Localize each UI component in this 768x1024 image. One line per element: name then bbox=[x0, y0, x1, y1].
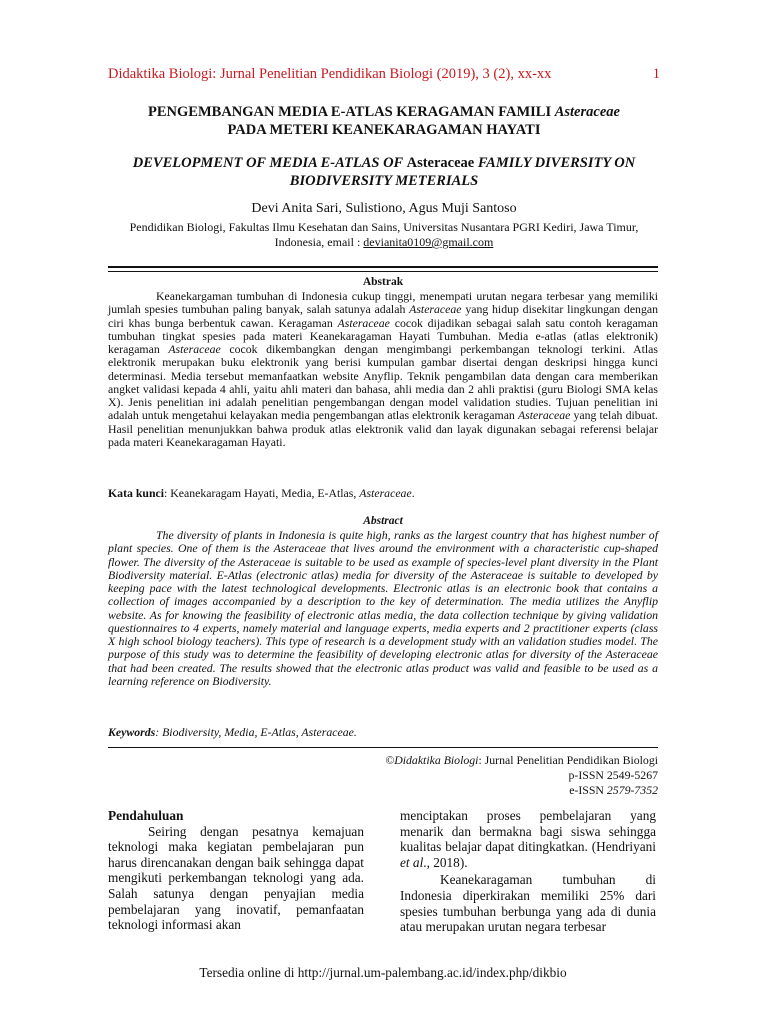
keywords bbox=[108, 725, 658, 740]
affiliation-line2: Indonesia, email : bbox=[274, 235, 364, 249]
running-head bbox=[108, 66, 660, 83]
abstrak-text-1: Keanekargaman tumbuhan di Indonesia cukup tinggi, menempati urutan negara terbesar yang memiliki jumlah spesies tumbuhan paling banyak, salah satunya adalah bbox=[108, 289, 658, 317]
intro-cont-text: menciptakan proses pembelajaran yang menarik dan bermakna bagi siswa sehingga kualitas belajar dapat ditingkatkan. (Hendriyani bbox=[400, 808, 656, 855]
kata-kunci-end: . bbox=[411, 486, 415, 500]
page-number: 1 bbox=[652, 66, 660, 82]
affiliation-line1: Pendidikan Biologi, Fakultas Ilmu Kesehatan dan Sains, Universitas Nusantara PGRI Kediri, Jawa Timur, bbox=[129, 220, 639, 234]
kata-kunci-label: Kata kunci bbox=[108, 486, 165, 500]
p-issn: p-ISSN 2549-5267 bbox=[568, 768, 658, 782]
keywords-text: : Biodiversity, Media, E-Atlas, Asteraceae. bbox=[155, 725, 357, 739]
paper-title-english bbox=[100, 154, 668, 190]
email-link[interactable]: devianita0109@gmail.com bbox=[363, 235, 494, 249]
title-en-line1-end: FAMILY DIVERSITY ON bbox=[474, 155, 636, 171]
abstrak-heading: Abstrak bbox=[362, 276, 404, 288]
intro-paragraph-1: Seiring dengan pesatnya kemajuan teknologi maka kegiatan pembelajaran pun harus direncanakan dengan baik sehingga dapat mengikuti perkembangan teknologi yang ada. Salah satunya dengan penyajian media pembelajaran yang inovatif, pemanfaatan teknologi informasi akan bbox=[108, 823, 364, 933]
body-column-left bbox=[108, 808, 364, 933]
paper-title bbox=[100, 103, 668, 139]
abstrak-text-5: yang telah dibuat. Hasil penelitian menunjukkan bahwa produk atlas elektronik valid dan layak digunakan sebagai referensi belajar pada materi Keanekaragaman Hayati. bbox=[108, 408, 659, 449]
title-taxon: Asteraceae bbox=[554, 104, 620, 120]
abstrak-taxon-1: Asteraceae bbox=[409, 302, 462, 317]
abstrak-taxon-4: Asteraceae bbox=[517, 408, 571, 423]
copyright-journal: ©Didaktika Biologi bbox=[385, 753, 479, 767]
title-line1: PENGEMBANGAN MEDIA E-ATLAS KERAGAMAN FAMILI bbox=[148, 104, 555, 120]
affiliation bbox=[100, 220, 668, 250]
abstract-heading: Abstract bbox=[363, 515, 403, 527]
divider-mid bbox=[108, 747, 658, 748]
abstrak-body bbox=[108, 290, 658, 449]
intro-cont-etal: et al bbox=[400, 854, 424, 870]
title-en-line2: BIODIVERSITY METERIALS bbox=[289, 173, 479, 189]
authors: Devi Anita Sari, Sulistiono, Agus Muji Santoso bbox=[251, 201, 517, 216]
keywords-label: Keywords bbox=[108, 725, 156, 739]
intro-cont-end: ., 2018). bbox=[423, 854, 468, 870]
abstract-text: The diversity of plants in Indonesia is quite high, ranks as the largest country that has highest number of plant species. One of them is the Asteraceae that lives around the environment with a characteristic cup-shaped flower. The diversity of the Asteraceae is suitable to be used as example of species-level plant diversity in the Plant Biodiversity material. E-Atlas (electronic atlas) media for diversity of the Asteraceae is suitable to developed by keeping pace with the latest technological developments. Electronic atlas is an electronic book that contains a collection of images accompanied by a description to the key of determination. The media utilizes the Anyflip website. As for knowing the feasibility of electronic atlas media, the data collection technique by giving validation questionnaires to 4 experts, namely material and language experts, media experts and 2 practitioner experts (class X high school biology teachers). This type of research is a development study with an validation studies model. The purpose of this study was to determine the feasibility of developing electronic atlas for diversity of the Asteraceae that had been created. The results showed that the electronic atlas product was valid and feasible to be used as a learning reference on Biodiversity. bbox=[108, 528, 658, 688]
kata-kunci-text: : Keanekaragam Hayati, Media, E-Atlas, bbox=[164, 486, 360, 500]
kata-kunci-taxon: Asteraceae bbox=[359, 486, 412, 500]
e-issn-label: e-ISSN bbox=[569, 783, 607, 797]
kata-kunci bbox=[108, 486, 658, 501]
footer-availability: Tersedia online di http://jurnal.um-palembang.ac.id/index.php/dikbio bbox=[199, 965, 567, 980]
copyright-block bbox=[300, 753, 658, 798]
title-line2: PADA METERI KEANEKARAGAMAN HAYATI bbox=[227, 122, 541, 138]
e-issn-number: 2579-7352 bbox=[606, 783, 658, 797]
abstrak-text-2: yang hidup disekitar lingkungan dengan ciri khas bunga berbentuk cawan. Keragaman bbox=[108, 302, 658, 330]
abstrak-taxon-3: Asteraceae bbox=[168, 342, 221, 356]
body-column-right bbox=[400, 808, 656, 935]
abstrak-text-3: cocok dijadikan sebagai salah satu contoh keragaman tumbuhan tingkat spesies pada materi Keanekaragaman Hayati Tumbuhan. Media e-atlas (atlas elektronik) keragaman bbox=[108, 315, 658, 356]
copyright-journal-rest: : Jurnal Penelitian Pendidikan Biologi bbox=[478, 753, 658, 767]
abstrak-text-4: cocok dikembangkan dengan mengimbangi perkembangan teknologi terkini. Atlas elektronik merupakan buku elektronik yang berisi kumpulan gambar disertai dengan deskripsi hingga kunci determinasi. Media tersebut memanfaatkan website Anyflip. Teknik pengambilan data dengan cara memberikan angket validasi kepada 4 ahli, yaitu ahli materi dan bahasa, ahli media dan 2 ahli praktisi (guru Biologi SMA kelas X). Jenis penelitian ini adalah penelitian pengembangan dengan model validation studies. Tujuan penelitian ini adalah untuk mengetahui kelayakan media pengembangan atlas elektronik keragaman bbox=[108, 342, 658, 423]
title-en-taxon: Asteraceae bbox=[406, 155, 475, 171]
intro-paragraph-1-cont bbox=[400, 808, 656, 870]
divider-thick bbox=[108, 266, 658, 268]
abstrak-taxon-2: Asteraceae bbox=[337, 315, 390, 330]
divider-thin bbox=[108, 271, 658, 272]
journal-citation: Didaktika Biologi: Jurnal Penelitian Pendidikan Biologi (2019), 3 (2), xx-xx bbox=[108, 66, 552, 82]
intro-paragraph-2: Keanekaragaman tumbuhan di Indonesia diperkirakan memiliki 25% dari spesies tumbuhan berbunga yang ada di dunia atau merupakan urutan negara terbesar bbox=[400, 872, 656, 935]
title-en-line1: DEVELOPMENT OF MEDIA E-ATLAS OF bbox=[132, 155, 407, 171]
abstract-body bbox=[108, 529, 658, 688]
section-heading-pendahuluan: Pendahuluan bbox=[108, 808, 184, 823]
